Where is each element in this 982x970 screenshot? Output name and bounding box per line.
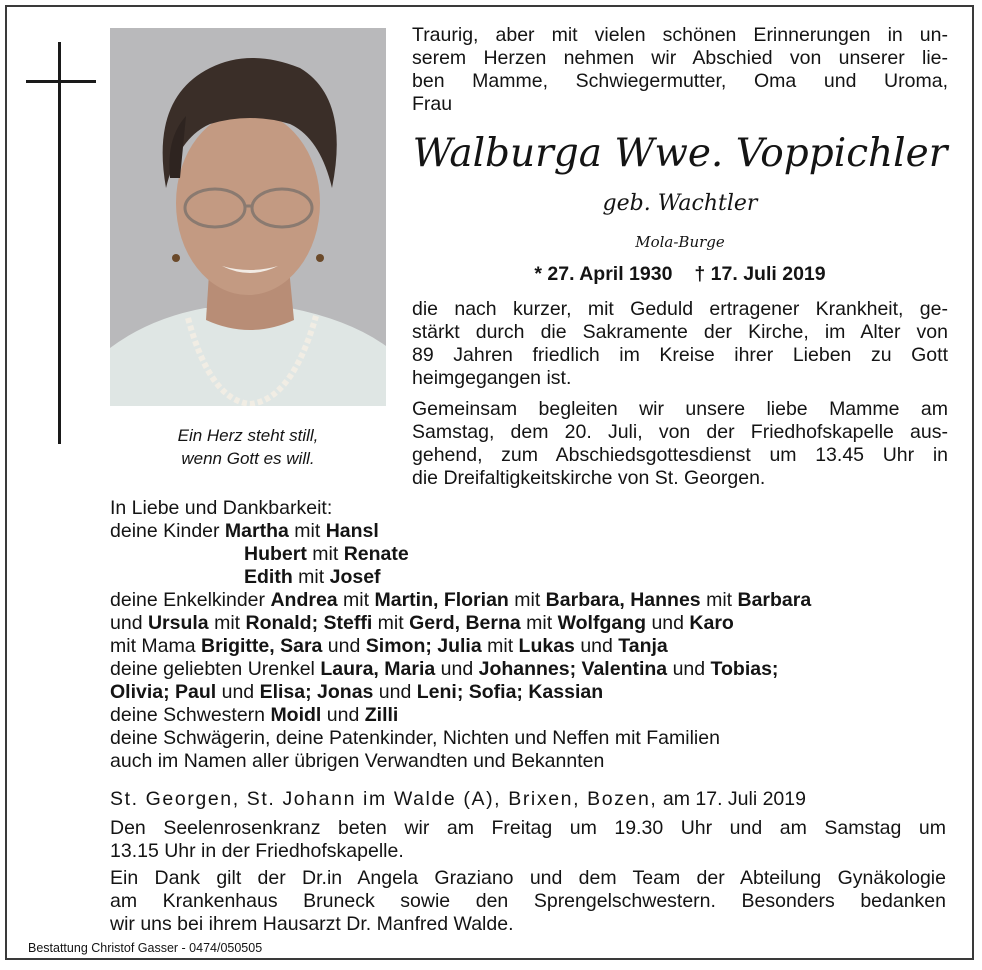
paragraph-line: die nach kurzer, mit Geduld ertragener Krankheit, ge- (412, 298, 948, 320)
grandchildren-line: mit Mama Brigitte, Sara und Simon; Julia mit Lukas und Tanja (110, 635, 668, 657)
intro-text (412, 24, 948, 116)
thanks-paragraph (110, 867, 946, 936)
great-grandchildren-line: deine geliebten Urenkel Laura, Maria und Johannes; Valentina und Tobias; (110, 658, 779, 680)
born-name: geb. Wachtler (602, 191, 758, 216)
paragraph-line: am Krankenhaus Bruneck sowie den Sprengelschwestern. Besonders bedanken (110, 890, 946, 912)
paragraph-line: heimgegangen ist. (412, 367, 572, 389)
intro-line: ben Mamme, Schwiegermutter, Oma und Uroma, (412, 70, 948, 92)
family-heading: In Liebe und Dankbarkeit: (110, 497, 333, 519)
service-paragraph (412, 398, 948, 490)
portrait-photo (110, 28, 386, 406)
paragraph-line: 13.15 Uhr in der Friedhofskapelle. (110, 840, 404, 862)
intro-line: serem Herzen nehmen wir Abschied von unserer lie- (412, 47, 948, 69)
grandchildren-line: und Ursula mit Ronald; Steffi mit Gerd, Berna mit Wolfgang und Karo (110, 612, 734, 634)
rosary-paragraph (110, 817, 946, 863)
great-grandchildren-line: Olivia; Paul und Elisa; Jonas und Leni; Sofia; Kassian (110, 681, 604, 703)
paragraph-line: Ein Dank gilt der Dr.in Angela Graziano und dem Team der Abteilung Gynäkologie (110, 867, 946, 889)
paragraph-line: stärkt durch die Sakramente der Kirche, im Alter von (412, 321, 948, 343)
passing-paragraph (412, 298, 948, 390)
cross-icon (58, 42, 61, 444)
paragraph-line: die Dreifaltigkeitskirche von St. Georgen. (412, 467, 766, 489)
children-line: deine Kinder Martha mit Hansl (110, 520, 379, 542)
quote-line: wenn Gott es will. (181, 449, 315, 468)
relatives-line: auch im Namen aller übrigen Verwandten und Bekannten (110, 750, 605, 772)
paragraph-line: Samstag, dem 20. Juli, von der Friedhofskapelle aus- (412, 421, 948, 443)
family-list (110, 497, 950, 773)
cross-icon-bar (26, 80, 96, 83)
paragraph-line: Den Seelenrosenkranz beten wir am Freitag um 19.30 Uhr und am Samstag um (110, 817, 946, 839)
sisters-line: deine Schwestern Moidl und Zilli (110, 704, 399, 726)
quote-line: Ein Herz steht still, (177, 426, 319, 445)
life-dates (412, 262, 948, 286)
place-date-line (110, 787, 946, 811)
memorial-quote (110, 424, 386, 470)
intro-line: Traurig, aber mit vielen schönen Erinnerungen in un- (412, 24, 948, 46)
in-law-line: deine Schwägerin, deine Patenkinder, Nichten und Neffen mit Familien (110, 727, 720, 749)
date: am 17. Juli 2019 (662, 788, 806, 810)
intro-line: Frau (412, 93, 453, 115)
children-line: Edith mit Josef (244, 566, 381, 588)
funeral-home-credit: Bestattung Christof Gasser - 0474/050505 (28, 941, 263, 955)
paragraph-line: wir uns bei ihrem Hausarzt Dr. Manfred Walde. (110, 913, 514, 935)
birth-date: * 27. April 1930 (534, 263, 673, 285)
nickname: Mola-Burge (635, 233, 725, 251)
paragraph-line: Gemeinsam begleiten wir unsere liebe Mamme am (412, 398, 948, 420)
locations: St. Georgen, St. Johann im Walde (A), Brixen, Bozen, (110, 788, 658, 810)
grandchildren-line: deine Enkelkinder Andrea mit Martin, Florian mit Barbara, Hannes mit Barbara (110, 589, 812, 611)
paragraph-line: 89 Jahren friedlich im Kreise ihrer Lieben zu Gott (412, 344, 948, 366)
paragraph-line: gehend, zum Abschiedsgottesdienst um 13.45 Uhr in (412, 444, 948, 466)
children-line: Hubert mit Renate (244, 543, 409, 565)
death-date: † 17. Juli 2019 (694, 263, 826, 285)
deceased-name: Walburga Wwe. Voppichler (412, 131, 948, 176)
